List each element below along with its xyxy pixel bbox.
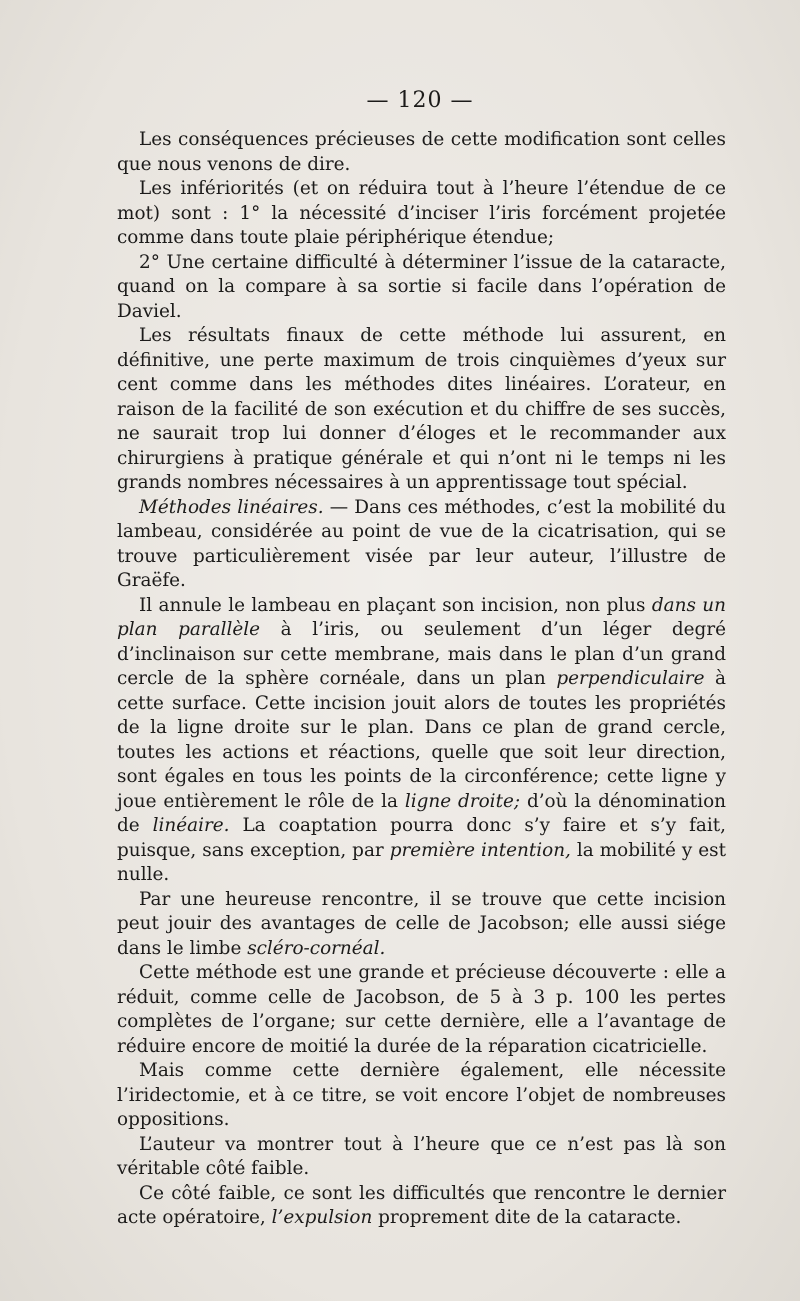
text-run: Cette méthode est une grande et précieuse découverte : elle a réduit, comme celle de Jacobson, de 5 à 3 p. 100 les pertes complètes de l’organe; sur cette dernière, elle a l’avantage de réduire encore de moitié la durée de la réparation cicatricielle. bbox=[117, 962, 726, 1057]
text-run: — Dans ces méthodes, c’est la mobilité du lambeau, considérée au point de vue de la cicatrisation, qui se trouve particulièrement visée par leur auteur, l’illustre de Graëfe. bbox=[117, 496, 726, 591]
text-run: Les infériorités (et on réduira tout à l’heure l’étendue de ce mot) sont : 1° la nécessité d’inciser l’iris forcément projetée comme dans toute plaie périphérique étendue; bbox=[117, 178, 726, 248]
italic-run: dans un plan parallèle bbox=[117, 594, 726, 640]
text-run: proprement dite de la cataracte. bbox=[372, 1207, 682, 1228]
paragraph bbox=[117, 1182, 726, 1231]
page-number: — 120 — bbox=[366, 88, 474, 113]
paragraph bbox=[117, 496, 726, 594]
italic-run: ligne droite; bbox=[404, 790, 521, 812]
text-run: L’auteur va montrer tout à l’heure que ce n’est pas là son véritable côté faible. bbox=[117, 1133, 726, 1179]
body-text bbox=[117, 128, 726, 1231]
paragraph bbox=[117, 128, 726, 177]
text-run: La coaptation pourra donc s’y faire et s’y fait, puisque, sans exception, par bbox=[117, 815, 726, 861]
text-run: Ce côté faible, ce sont les difficultés que rencontre le dernier acte opératoire, bbox=[117, 1182, 726, 1228]
text-run: d’où la dénomination de bbox=[117, 790, 727, 836]
paragraph bbox=[117, 1133, 726, 1182]
text-run: à cette surface. Cette incision jouit alors de toutes les propriétés de la ligne droite sur le plan. Dans ce plan de grand cercle, toutes les actions et réactions, quelle que soit leur direction, sont égales en tous les points de la circonférence; cette ligne y joue entièrement le rôle de la bbox=[117, 668, 726, 812]
paragraph bbox=[117, 961, 726, 1059]
italic-run: Méthodes linéaires. bbox=[139, 496, 324, 518]
paragraph bbox=[117, 1059, 726, 1133]
italic-run: scléro-cornéal. bbox=[247, 937, 386, 959]
paragraph bbox=[117, 888, 726, 962]
text-run: Par une heureuse rencontre, il se trouve que cette incision peut jouir des avantages de celle de Jacobson; elle aussi siége dans le limbe bbox=[117, 888, 726, 959]
text-run: la mobilité y est nulle. bbox=[117, 839, 726, 885]
text-run: à l’iris, ou seulement d’un léger degré d’inclinaison sur cette membrane, mais dans le plan d’un grand cercle de la sphère cornéale, dans un plan bbox=[117, 619, 727, 689]
paragraph bbox=[117, 324, 726, 496]
italic-run: linéaire. bbox=[152, 815, 230, 836]
text-run: Mais comme cette dernière également, elle nécessite l’iridectomie, et à ce titre, se voit encore l’objet de nombreuses oppositions. bbox=[117, 1060, 726, 1130]
italic-run: première intention, bbox=[389, 839, 571, 861]
paragraph bbox=[117, 251, 726, 325]
paragraph bbox=[117, 177, 726, 251]
italic-run: perpendiculaire bbox=[556, 668, 705, 689]
paragraph bbox=[117, 594, 726, 888]
text-run: 2° Une certaine difficulté à déterminer l’issue de la cataracte, quand on la compare à sa sortie si facile dans l’opération de Daviel. bbox=[117, 251, 726, 322]
italic-run: l’expulsion bbox=[271, 1207, 373, 1228]
text-run: Les conséquences précieuses de cette modification sont celles que nous venons de dire. bbox=[117, 129, 726, 175]
text-run: Il annule le lambeau en plaçant son incision, non plus bbox=[139, 594, 652, 616]
text-run: Les résultats finaux de cette méthode lui assurent, en définitive, une perte maximum de trois cinquièmes d’yeux sur cent comme dans les méthodes dites linéaires. L’orateur, en raison de la facilité de son exécution et du chiffre de ses succès, ne saurait trop lui donner d’éloges et le recommander aux chirurgiens à pratique générale et qui n’ont ni le temps ni les grands nombres nécessaires à un apprentissage tout spécial. bbox=[117, 325, 726, 493]
